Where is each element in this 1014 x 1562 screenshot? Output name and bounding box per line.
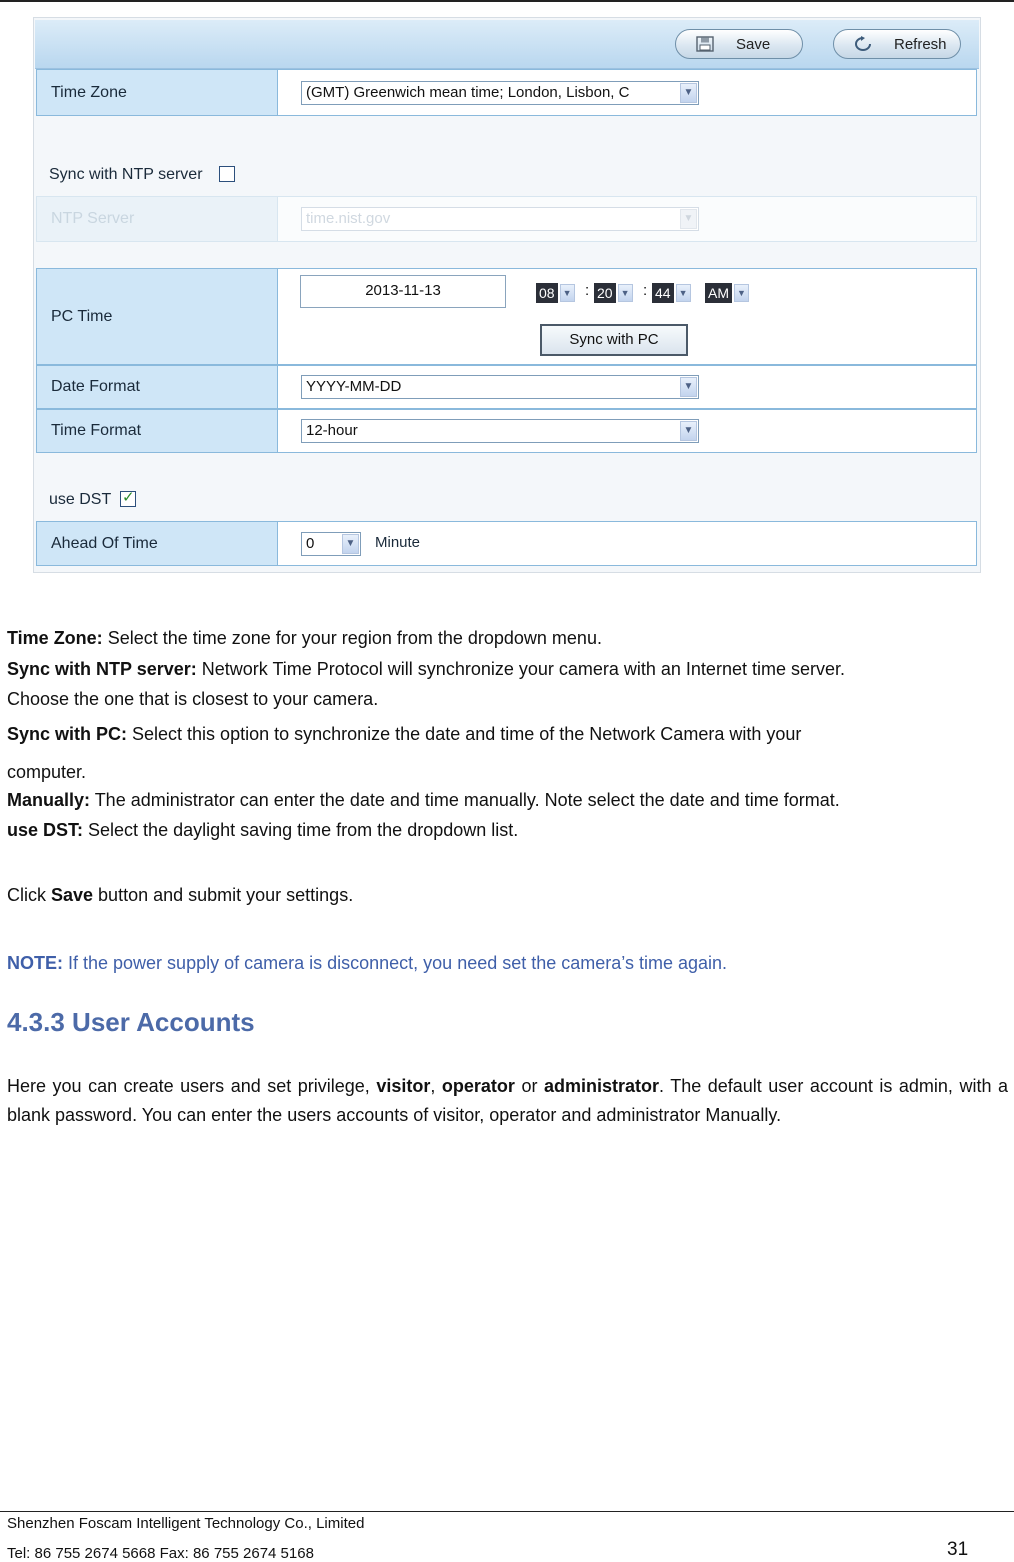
chevron-down-icon: ▼ [680, 209, 697, 229]
chevron-down-icon: ▼ [560, 284, 575, 302]
date-format-label: Date Format [37, 366, 278, 408]
pc-time-label: PC Time [37, 269, 278, 364]
chevron-down-icon: ▼ [618, 284, 633, 302]
time-zone-description [7, 626, 602, 650]
description-text: Select the daylight saving time from the dropdown list. [83, 820, 519, 840]
ua-text: , [430, 1076, 442, 1096]
footer-company: Shenzhen Foscam Intelligent Technology Co., Limited [7, 1515, 365, 1532]
description-text: Select the time zone for your region from the dropdown menu. [102, 628, 602, 648]
toolbar [35, 20, 979, 69]
save-term: Save [51, 885, 94, 905]
ntp-server-row [36, 196, 977, 242]
description-text: Network Time Protocol will synchronize your camera with an Internet time server. [196, 659, 845, 679]
chevron-down-icon: ▼ [680, 421, 697, 441]
instruction-text: Click [7, 885, 51, 905]
minute-select[interactable] [594, 282, 633, 304]
term: Manually: [7, 790, 91, 810]
time-separator: : [643, 282, 648, 299]
refresh-button[interactable] [833, 29, 961, 59]
ampm-select[interactable] [705, 282, 749, 304]
chevron-down-icon: ▼ [680, 83, 697, 103]
term: Sync with PC: [7, 724, 128, 744]
footer-contact: Tel: 86 755 2674 5668 Fax: 86 755 2674 5168 [7, 1545, 314, 1562]
ampm-value: AM [705, 283, 732, 303]
operator-term: operator [441, 1076, 515, 1096]
ua-text: Here you can create users and set privilege, [7, 1076, 377, 1096]
ntp-server-select[interactable] [301, 207, 699, 231]
ntp-server-label: NTP Server [37, 197, 278, 241]
sync-ntp-description-line2: Choose the one that is closest to your camera. [7, 689, 379, 709]
time-zone-value: (GMT) Greenwich mean time; London, Lisbon, C [306, 84, 630, 101]
sync-ntp-label: Sync with NTP server [49, 166, 203, 183]
refresh-button-label: Refresh [894, 35, 947, 53]
pc-date-input[interactable]: 2013-11-13 [300, 275, 506, 308]
term: Sync with NTP server: [7, 659, 197, 679]
chevron-down-icon: ▼ [680, 377, 697, 397]
time-format-row [36, 409, 977, 453]
floppy-disk-icon [694, 36, 716, 52]
save-button-label: Save [736, 35, 771, 53]
visitor-term: visitor [376, 1076, 431, 1096]
use-dst-checkbox[interactable] [120, 491, 136, 507]
user-accounts-description [7, 1072, 1008, 1130]
date-format-value: YYYY-MM-DD [306, 378, 402, 395]
section-title: 4.3.3 User Accounts [7, 1007, 255, 1037]
use-dst-description [7, 818, 518, 842]
description-text: Select this option to synchronize the date and time of the Network Camera with your [127, 724, 802, 744]
ahead-of-time-select[interactable] [301, 532, 361, 556]
click-save-instruction [7, 883, 353, 907]
top-rule [0, 0, 1014, 2]
page-number: 31 [947, 1539, 969, 1560]
checkmark-icon: ✓ [122, 489, 135, 506]
chevron-down-icon: ▼ [676, 284, 691, 302]
minute-unit-label: Minute [375, 534, 421, 551]
refresh-arrow-icon [852, 36, 874, 52]
instruction-text: button and submit your settings. [93, 885, 354, 905]
note-text [7, 951, 727, 975]
time-format-select[interactable] [301, 419, 699, 443]
ua-text: . The default user account is admin, with a blank password. You can enter the users accounts of visitor, operator and administrator Manually. [7, 1076, 1008, 1125]
second-value: 44 [652, 283, 674, 303]
ahead-of-time-label: Ahead Of Time [37, 522, 278, 565]
note-body: If the power supply of camera is disconnect, you need set the camera’s time again. [63, 953, 728, 973]
sync-pc-description [7, 722, 1007, 746]
chevron-down-icon: ▼ [734, 284, 749, 302]
use-dst-label: use DST [49, 491, 112, 508]
pc-time-row [36, 268, 977, 365]
time-zone-select[interactable] [301, 81, 699, 105]
ahead-of-time-value: 0 [306, 535, 315, 552]
note-term: NOTE: [7, 953, 63, 973]
time-zone-row [36, 69, 977, 116]
hour-value: 08 [536, 283, 558, 303]
time-zone-label: Time Zone [37, 70, 278, 115]
ntp-server-value: time.nist.gov [306, 210, 391, 227]
time-format-label: Time Format [37, 410, 278, 452]
sync-pc-description-line2: computer. [7, 762, 87, 782]
minute-value: 20 [594, 283, 616, 303]
time-separator: : [585, 282, 590, 299]
term: Time Zone: [7, 628, 103, 648]
administrator-term: administrator [543, 1076, 659, 1096]
manually-description [7, 788, 840, 812]
chevron-down-icon: ▼ [342, 534, 359, 554]
time-settings-panel [33, 17, 981, 573]
date-format-select[interactable] [301, 375, 699, 399]
sync-ntp-description [7, 657, 845, 681]
description-text: The administrator can enter the date and time manually. Note select the date and time format. [90, 790, 840, 810]
term: use DST: [7, 820, 84, 840]
footer-rule [0, 1511, 1014, 1512]
sync-with-pc-button[interactable]: Sync with PC [540, 324, 688, 356]
date-format-row [36, 365, 977, 409]
time-format-value: 12-hour [306, 422, 358, 439]
save-button[interactable] [675, 29, 803, 59]
ahead-of-time-row [36, 521, 977, 566]
hour-select[interactable] [536, 282, 575, 304]
second-select[interactable] [652, 282, 691, 304]
sync-ntp-checkbox[interactable] [219, 166, 235, 182]
ua-text: or [514, 1076, 544, 1096]
